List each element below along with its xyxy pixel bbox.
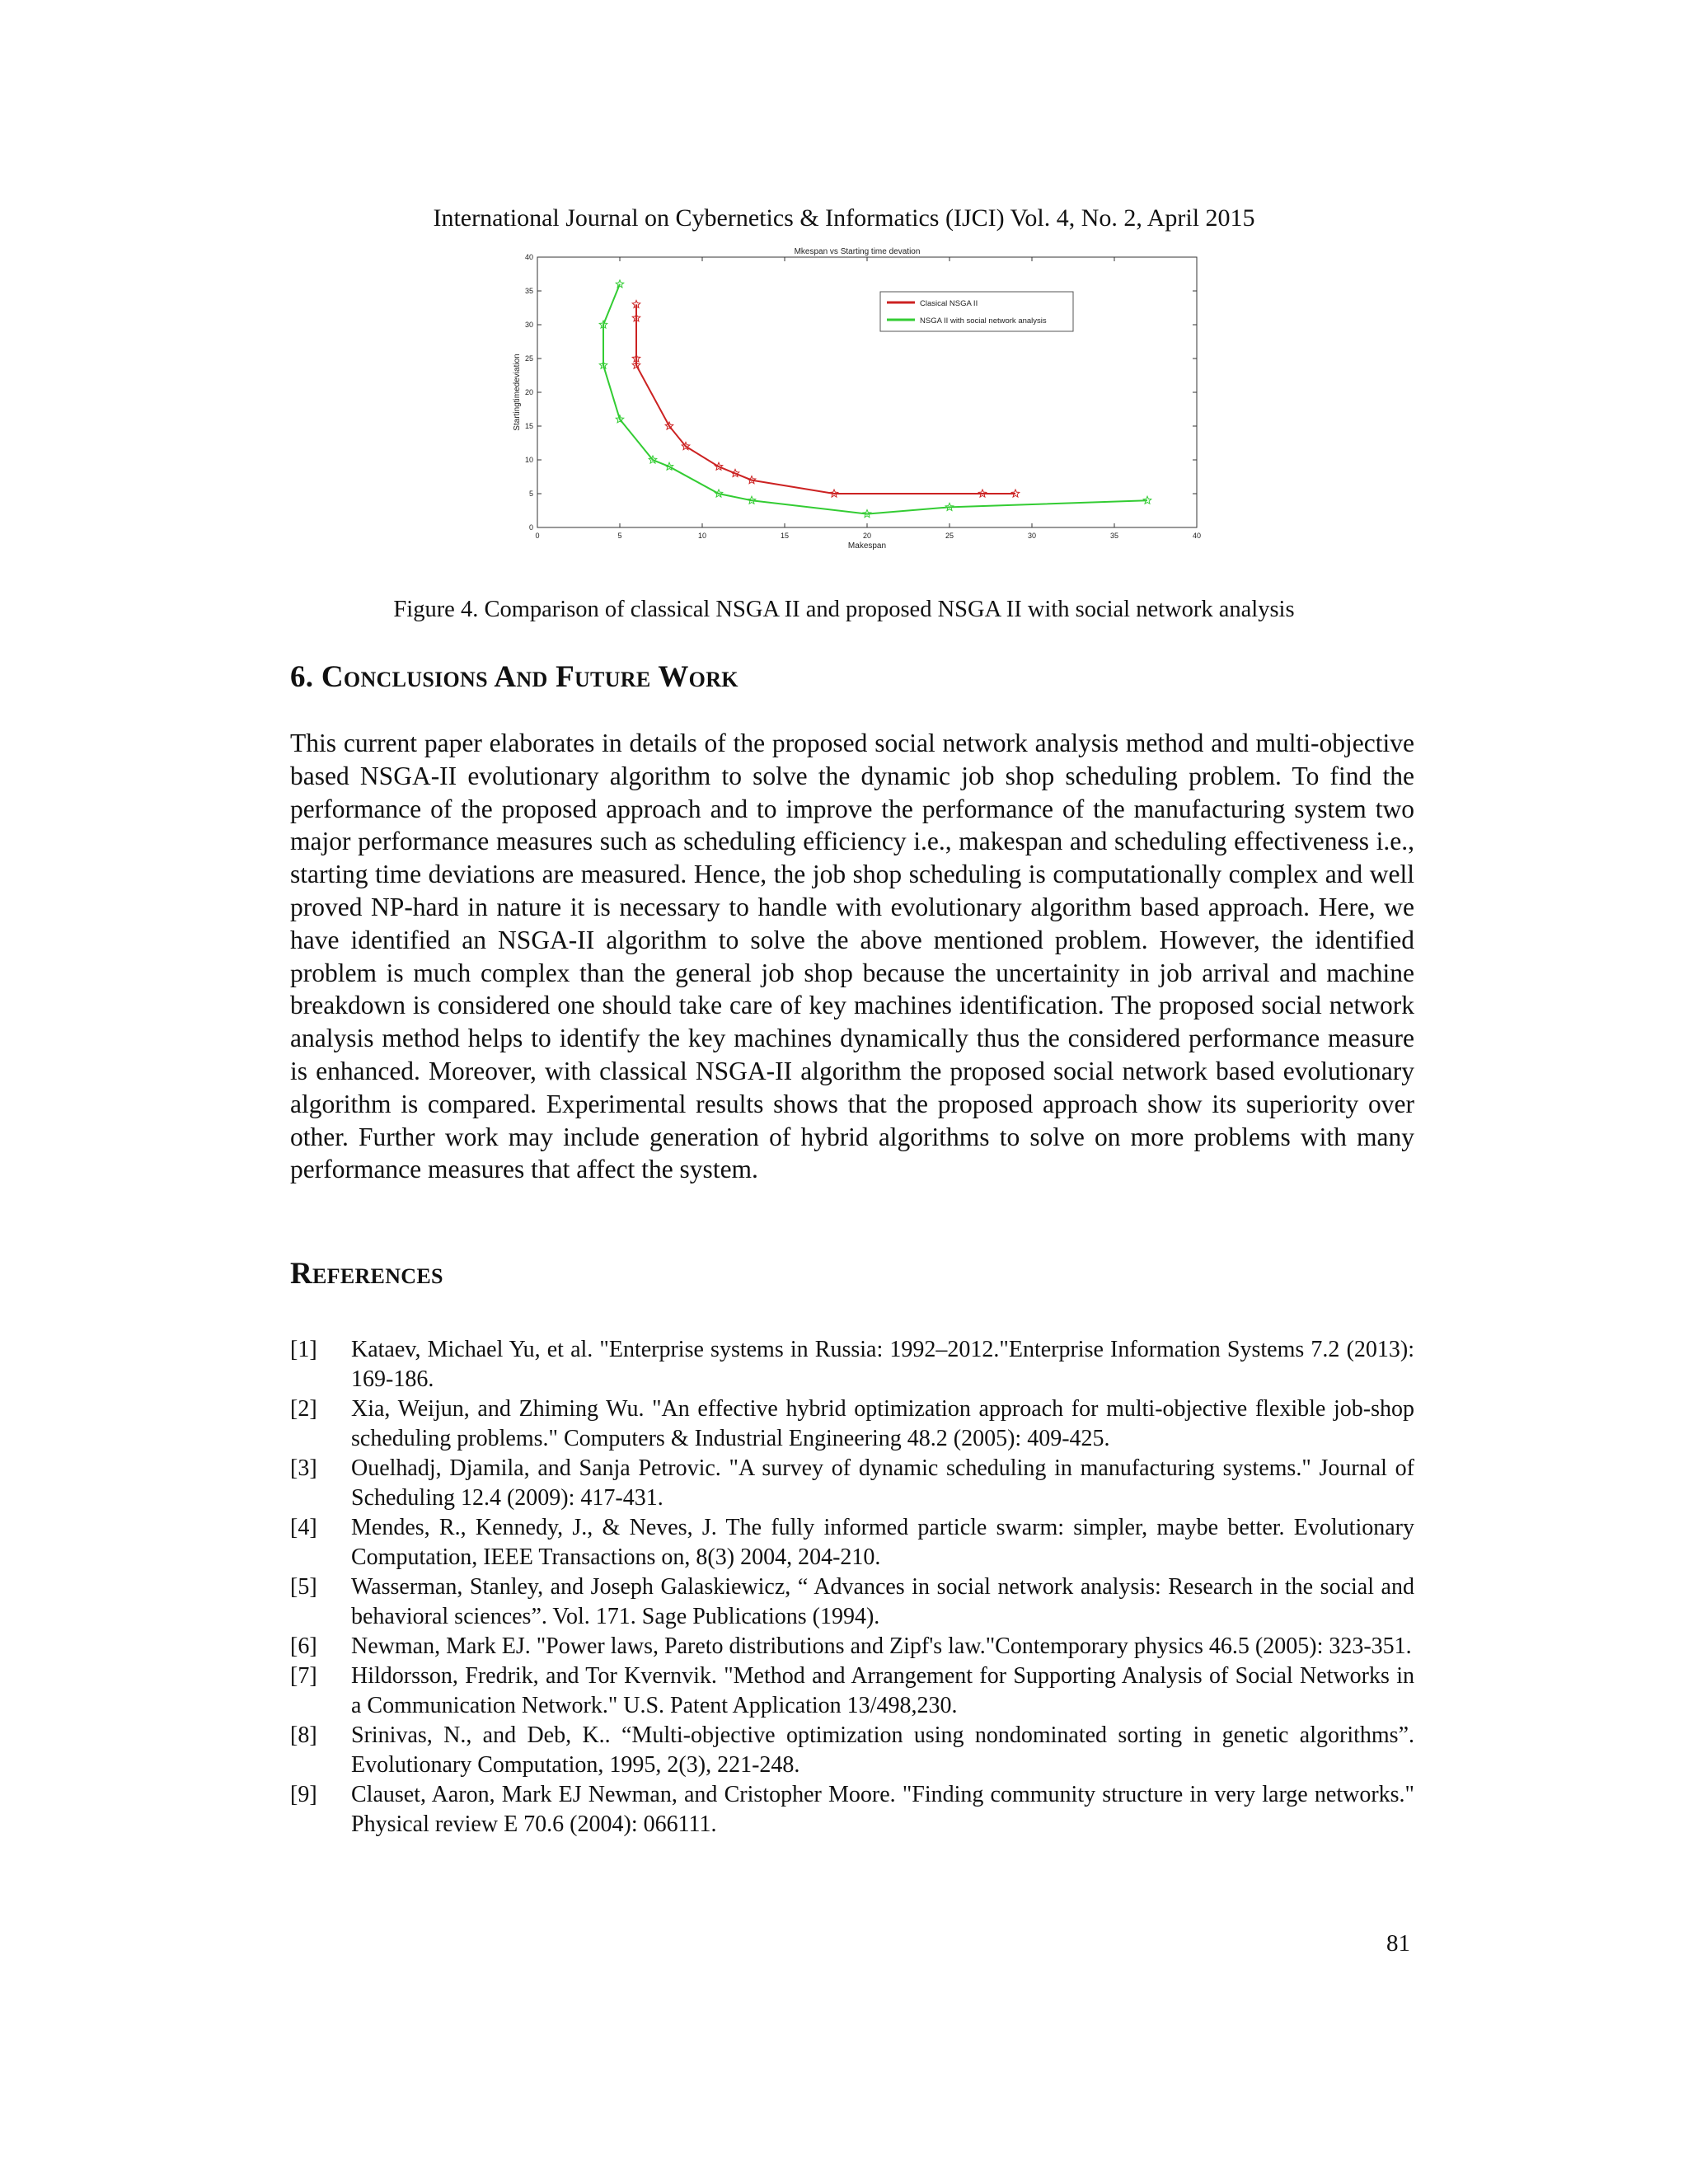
legend-label-sna: NSGA II with social network analysis (920, 316, 1047, 326)
y-tick-label: 10 (524, 456, 533, 464)
y-tick-label: 40 (524, 253, 533, 261)
y-tick-label: 15 (524, 422, 533, 430)
reference-number: [8] (290, 1722, 317, 1748)
reference-item (290, 1780, 1414, 1840)
reference-item (290, 1632, 1414, 1661)
y-tick-label: 35 (524, 287, 533, 295)
x-tick-label: 0 (535, 532, 540, 540)
reference-number: [2] (290, 1396, 317, 1422)
reference-text: Srinivas, N., and Deb, K.. “Multi-objective optimization using nondominated sorting in genetic algorithms”. Evolutionary Computation, 1995, 2(3), 221-248. (351, 1722, 1414, 1778)
reference-item (290, 1513, 1414, 1572)
legend (880, 292, 1073, 331)
x-tick-label: 25 (945, 532, 954, 540)
reference-text: Hildorsson, Fredrik, and Tor Kvernvik. "Method and Arrangement for Supporting Analysis of Social Networks in a Communication Network." U.S. Patent Application 13/498,230. (351, 1663, 1414, 1718)
reference-text: Mendes, R., Kennedy, J., & Neves, J. The fully informed particle swarm: simpler, maybe better. Evolutionary Computation, IEEE Transactions on, 8(3) 2004, 204-210. (351, 1515, 1414, 1570)
reference-number: [3] (290, 1455, 317, 1481)
x-tick-label: 40 (1192, 532, 1202, 540)
reference-list (290, 1335, 1414, 1840)
x-tick-label: 30 (1027, 532, 1037, 540)
reference-text: Ouelhadj, Djamila, and Sanja Petrovic. "A survey of dynamic scheduling in manufacturing systems." Journal of Scheduling 12.4 (2009): 417-431. (351, 1455, 1414, 1511)
y-tick-label: 30 (524, 321, 533, 329)
reference-item (290, 1721, 1414, 1780)
x-tick-label: 20 (862, 532, 872, 540)
chart-title: Mkespan vs Starting time devation (794, 247, 921, 256)
reference-number: [6] (290, 1633, 317, 1659)
y-tick-label: 5 (528, 490, 533, 498)
x-tick-label: 15 (780, 532, 790, 540)
reference-text: Kataev, Michael Yu, et al. "Enterprise systems in Russia: 1992–2012."Enterprise Information Systems 7.2 (2013): 169-186. (351, 1337, 1414, 1392)
x-axis-label: Makespan (847, 541, 887, 551)
reference-text: Clauset, Aaron, Mark EJ Newman, and Cristopher Moore. "Finding community structure in very large networks." Physical review E 70.6 (2004): 066111. (351, 1782, 1414, 1837)
reference-text: Xia, Weijun, and Zhiming Wu. "An effective hybrid optimization approach for multi-objective flexible job-shop scheduling problems." Computers & Industrial Engineering 48.2 (2005): 409-425. (351, 1396, 1414, 1451)
pareto-front-chart (495, 241, 1220, 554)
page-number: 81 (1386, 1930, 1410, 1957)
y-axis-label: Startingtimedeviation (513, 354, 522, 431)
y-tick-label: 20 (524, 388, 533, 396)
y-tick-label: 0 (528, 523, 533, 532)
plot-area (537, 257, 1197, 527)
reference-number: [9] (290, 1782, 317, 1807)
reference-item (290, 1454, 1414, 1513)
section-heading-references: References (290, 1257, 443, 1291)
reference-text: Newman, Mark EJ. "Power laws, Pareto distributions and Zipf's law."Contemporary physics 46.5 (2005): 323-351. (351, 1633, 1412, 1659)
reference-number: [4] (290, 1515, 317, 1540)
running-header: International Journal on Cybernetics & Informatics (IJCI) Vol. 4, No. 2, April 2015 (433, 204, 1255, 232)
reference-item (290, 1394, 1414, 1454)
x-tick-label: 10 (697, 532, 707, 540)
reference-number: [1] (290, 1337, 317, 1362)
reference-number: [7] (290, 1663, 317, 1689)
figure-4 (495, 241, 1220, 554)
conclusions-paragraph: This current paper elaborates in details of the proposed social network analysis method and multi-objective based NSGA-II evolutionary algorithm to solve the dynamic job shop scheduling problem. To find the performance of the proposed approach and to improve the performance of the manufacturing system two major performance measures such as scheduling efficiency i.e., makespan and scheduling effectiveness i.e., starting time deviations are measured. Hence, the job shop scheduling is computationally complex and well proved NP-hard in nature it is necessary to handle with evolutionary algorithm based approach. Here, we have identified an NSGA-II algorithm to solve the above mentioned problem. However, the identified problem is much complex than the general job shop because the uncertainity in job arrival and machine breakdown is considered one should take care of key machines identification. The proposed social network analysis method helps to identify the key machines dynamically thus the considered performance measure is enhanced. Moreover, with classical NSGA-II algorithm the proposed social network based evolutionary algorithm is compared. Experimental results shows that the proposed approach show its superiority over other. Further work may include generation of hybrid algorithms to solve on more problems with many performance measures that affect the system. (290, 729, 1414, 1184)
x-tick-label: 5 (617, 532, 622, 540)
section-heading-conclusions: 6. Conclusions And Future Work (290, 660, 738, 694)
legend-label-classical: Clasical NSGA II (920, 299, 978, 308)
y-tick-label: 25 (524, 354, 533, 363)
figure-caption: Figure 4. Comparison of classical NSGA II and proposed NSGA II with social network analysis (393, 597, 1295, 622)
reference-number: [5] (290, 1574, 317, 1600)
x-tick-label: 35 (1109, 532, 1119, 540)
reference-item (290, 1661, 1414, 1721)
reference-item (290, 1572, 1414, 1632)
reference-item (290, 1335, 1414, 1394)
reference-text: Wasserman, Stanley, and Joseph Galaskiewicz, “ Advances in social network analysis: Research in the social and behavioral sciences”. Vol. 171. Sage Publications (1994). (351, 1574, 1414, 1629)
